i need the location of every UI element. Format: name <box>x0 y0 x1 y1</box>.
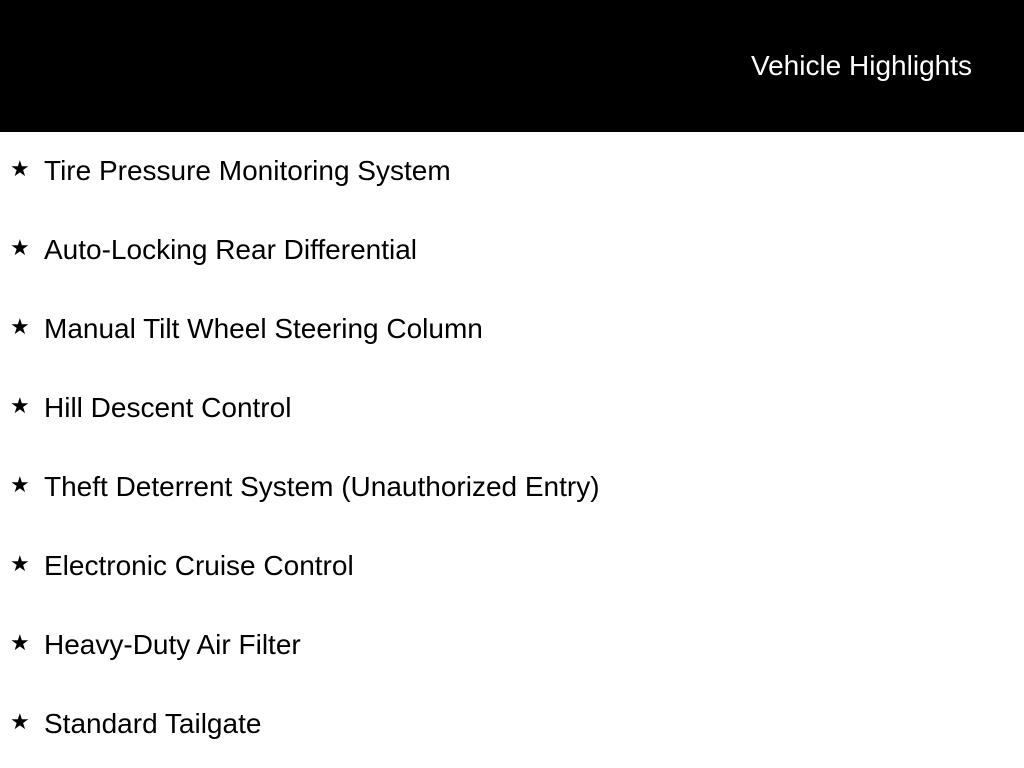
list-item <box>0 606 1024 685</box>
list-item <box>0 448 1024 527</box>
star-icon: ★ <box>10 552 30 577</box>
list-item <box>0 132 1024 211</box>
list-item-label: Tire Pressure Monitoring System <box>44 155 451 186</box>
list-item <box>0 527 1024 606</box>
list-item-label: Manual Tilt Wheel Steering Column <box>44 313 483 344</box>
list-item-label: Theft Deterrent System (Unauthorized Entry) <box>44 471 600 502</box>
page-title: Vehicle Highlights <box>750 50 972 81</box>
star-icon: ★ <box>10 710 30 735</box>
star-icon: ★ <box>10 315 30 340</box>
star-icon: ★ <box>10 157 30 182</box>
list-item-label: Auto-Locking Rear Differential <box>44 234 418 265</box>
star-icon: ★ <box>10 394 30 419</box>
highlights-list <box>0 132 1024 764</box>
list-item <box>0 685 1024 764</box>
list-item-label: Electronic Cruise Control <box>44 550 354 581</box>
list-item-label: Hill Descent Control <box>44 392 292 423</box>
star-icon: ★ <box>10 236 30 261</box>
list-item <box>0 211 1024 290</box>
star-icon: ★ <box>10 473 30 498</box>
list-item <box>0 290 1024 369</box>
list-item-label: Heavy-Duty Air Filter <box>44 629 301 660</box>
header-bar <box>0 0 1024 132</box>
list-item-label: Standard Tailgate <box>44 708 262 739</box>
star-icon: ★ <box>10 631 30 656</box>
list-item <box>0 369 1024 448</box>
